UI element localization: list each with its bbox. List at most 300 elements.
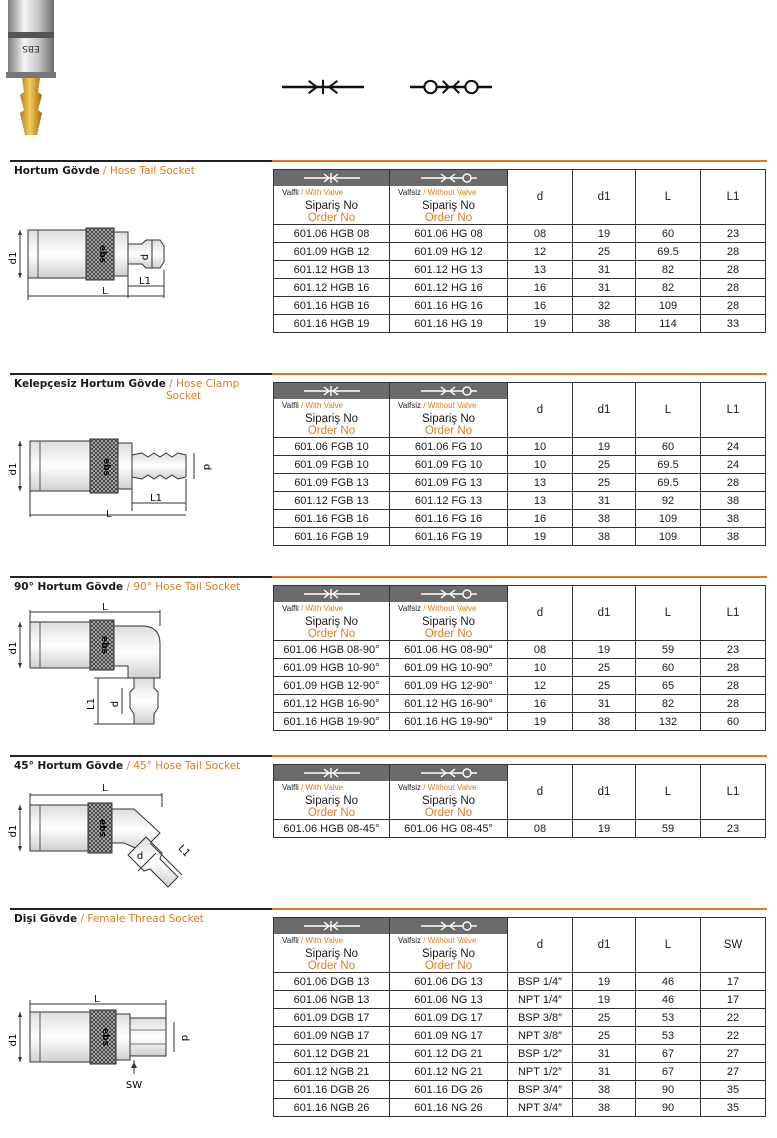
45-hose-tail-socket-drawing <box>10 783 210 895</box>
table-cell: 109 <box>636 528 701 546</box>
table-cell: 13 <box>508 492 573 510</box>
table-row <box>274 677 766 695</box>
table-cell: 17 <box>701 991 766 1009</box>
with-valve-header <box>274 918 390 973</box>
table-cell: 601.12 FG 13 <box>390 492 508 510</box>
table-cell: 601.09 FGB 13 <box>274 474 390 492</box>
table-cell: 31 <box>573 695 636 713</box>
table-cell: 82 <box>636 279 701 297</box>
table-cell: 114 <box>636 315 701 333</box>
column-header-l: L <box>636 918 701 973</box>
column-header-d: d <box>508 586 573 641</box>
table-row <box>274 315 766 333</box>
table-cell: 31 <box>573 1063 636 1081</box>
table-row <box>274 1027 766 1045</box>
order-no-label: Sipariş No Order No <box>421 200 476 224</box>
hose-tail-socket-drawing <box>10 210 210 300</box>
without-valve-icon <box>419 767 479 779</box>
without-valve-label: Valfsiz / Without Valve <box>398 936 477 945</box>
table-cell: 38 <box>573 713 636 731</box>
table-cell: 67 <box>636 1063 701 1081</box>
without-valve-symbol-bar <box>390 918 507 934</box>
table-cell: 22 <box>701 1009 766 1027</box>
table-cell: 28 <box>701 279 766 297</box>
table-header-row <box>274 170 766 225</box>
table-cell: 38 <box>701 510 766 528</box>
table-cell: 601.12 HGB 13 <box>274 261 390 279</box>
table-row <box>274 991 766 1009</box>
table-cell: 13 <box>508 474 573 492</box>
table-cell: 601.06 HG 08-90° <box>390 641 508 659</box>
column-header-l1: L1 <box>701 586 766 641</box>
table-cell: 16 <box>508 279 573 297</box>
svg-text:d1: d1 <box>8 462 19 476</box>
table-cell: 601.06 HG 08 <box>390 225 508 243</box>
spec-table <box>273 585 766 731</box>
table-cell: 601.06 HGB 08 <box>274 225 390 243</box>
table-cell: 28 <box>701 695 766 713</box>
table-cell: 601.16 HG 16 <box>390 297 508 315</box>
table-cell: NPT 3/8″ <box>508 1027 573 1045</box>
table-cell: 601.12 DGB 21 <box>274 1045 390 1063</box>
order-no-label: Sipariş No Order No <box>304 616 359 640</box>
table-cell: 109 <box>636 297 701 315</box>
90-hose-tail-socket-drawing <box>10 600 180 742</box>
table-cell: 601.09 HGB 10-90° <box>274 659 390 677</box>
table-cell: 19 <box>508 713 573 731</box>
section-female-thread-socket <box>10 908 767 1134</box>
spec-table <box>273 917 766 1117</box>
svg-text:ebs: ebs <box>97 819 107 837</box>
order-no-label: Sipariş No Order No <box>304 948 359 972</box>
table-cell: 109 <box>636 510 701 528</box>
table-row <box>274 528 766 546</box>
table-cell: 19 <box>573 991 636 1009</box>
table-cell: 601.06 NGB 13 <box>274 991 390 1009</box>
table-cell: 24 <box>701 456 766 474</box>
table-cell: 25 <box>573 243 636 261</box>
table-row <box>274 225 766 243</box>
table-cell: 19 <box>573 225 636 243</box>
table-cell: 601.09 FGB 10 <box>274 456 390 474</box>
table-cell: 25 <box>573 1027 636 1045</box>
table-row <box>274 243 766 261</box>
svg-text:ebs: ebs <box>99 636 109 654</box>
table-cell: 69.5 <box>636 243 701 261</box>
table-cell: 28 <box>701 297 766 315</box>
column-header-d: d <box>508 170 573 225</box>
table-cell: 601.09 NGB 17 <box>274 1027 390 1045</box>
table-cell: 31 <box>573 279 636 297</box>
table-cell: 601.16 NG 26 <box>390 1099 508 1117</box>
table-cell: 10 <box>508 456 573 474</box>
without-valve-header <box>390 170 508 225</box>
column-header-d1: d1 <box>573 918 636 973</box>
section-hose-clamp-socket <box>10 373 767 563</box>
table-cell: 46 <box>636 973 701 991</box>
svg-text:d: d <box>140 253 151 261</box>
with-valve-label: Valfli / With Valve <box>282 783 344 792</box>
without-valve-label: Valfsiz / Without Valve <box>398 401 477 410</box>
column-header-d: d <box>508 918 573 973</box>
without-valve-header <box>390 765 508 820</box>
table-cell: 25 <box>573 659 636 677</box>
table-cell: 601.16 HG 19-90° <box>390 713 508 731</box>
without-valve-header <box>390 586 508 641</box>
table-cell: 601.09 FG 13 <box>390 474 508 492</box>
table-cell: 60 <box>636 659 701 677</box>
without-valve-label: Valfsiz / Without Valve <box>398 188 477 197</box>
hose-clamp-socket-drawing <box>10 427 220 519</box>
table-cell: 31 <box>573 1045 636 1063</box>
table-cell: 601.09 HG 12-90° <box>390 677 508 695</box>
with-valve-header <box>274 765 390 820</box>
table-cell: 601.12 HG 16-90° <box>390 695 508 713</box>
with-valve-icon <box>302 588 362 600</box>
column-header-l1: L1 <box>701 765 766 820</box>
table-cell: 69.5 <box>636 474 701 492</box>
column-header-l: L <box>636 170 701 225</box>
table-cell: 601.06 FG 10 <box>390 438 508 456</box>
with-valve-icon <box>302 172 362 184</box>
table-cell: 601.16 HGB 16 <box>274 297 390 315</box>
svg-text:d1: d1 <box>8 251 19 265</box>
table-cell: 601.16 FGB 16 <box>274 510 390 528</box>
svg-text:L1: L1 <box>150 493 162 504</box>
table-cell: 601.09 DG 17 <box>390 1009 508 1027</box>
table-cell: 33 <box>701 315 766 333</box>
table-cell: 69.5 <box>636 456 701 474</box>
table-cell: 38 <box>573 1081 636 1099</box>
order-no-label: Sipariş No Order No <box>304 795 359 819</box>
table-cell: BSP 1/4″ <box>508 973 573 991</box>
table-cell: 601.09 HGB 12 <box>274 243 390 261</box>
table-cell: 28 <box>701 261 766 279</box>
column-header-l: L <box>636 383 701 438</box>
order-no-label: Sipariş No Order No <box>421 616 476 640</box>
column-header-sw: SW <box>701 918 766 973</box>
without-valve-symbol-bar <box>390 586 507 602</box>
table-cell: 601.12 DG 21 <box>390 1045 508 1063</box>
without-valve-symbol-bar <box>390 383 507 399</box>
table-cell: 53 <box>636 1009 701 1027</box>
table-cell: 28 <box>701 474 766 492</box>
without-valve-label: Valfsiz / Without Valve <box>398 604 477 613</box>
table-cell: 90 <box>636 1099 701 1117</box>
spec-table <box>273 169 766 333</box>
table-cell: 601.12 HGB 16 <box>274 279 390 297</box>
svg-text:d1: d1 <box>8 824 19 838</box>
table-cell: 10 <box>508 659 573 677</box>
table-cell: 601.16 DG 26 <box>390 1081 508 1099</box>
table-row <box>274 1045 766 1063</box>
table-cell: 16 <box>508 297 573 315</box>
column-header-d1: d1 <box>573 383 636 438</box>
table-cell: 35 <box>701 1099 766 1117</box>
table-cell: 60 <box>701 713 766 731</box>
product-photo <box>2 0 62 140</box>
table-cell: 08 <box>508 641 573 659</box>
with-valve-symbol-bar <box>274 918 389 934</box>
table-cell: NPT 3/4″ <box>508 1099 573 1117</box>
table-cell: 28 <box>701 677 766 695</box>
without-valve-icon <box>419 588 479 600</box>
section-hose-tail-socket <box>10 160 767 350</box>
table-cell: 19 <box>573 973 636 991</box>
table-cell: 32 <box>573 297 636 315</box>
table-cell: 59 <box>636 820 701 838</box>
table-cell: 601.16 HG 19 <box>390 315 508 333</box>
with-valve-symbol-bar <box>274 170 389 186</box>
svg-text:d: d <box>136 851 144 862</box>
table-cell: 35 <box>701 1081 766 1099</box>
table-row <box>274 973 766 991</box>
table-cell: 601.09 HG 12 <box>390 243 508 261</box>
column-header-d1: d1 <box>573 765 636 820</box>
table-cell: 601.09 NG 17 <box>390 1027 508 1045</box>
with-valve-label: Valfli / With Valve <box>282 188 344 197</box>
table-cell: 601.09 FG 10 <box>390 456 508 474</box>
table-cell: 601.12 NGB 21 <box>274 1063 390 1081</box>
table-cell: BSP 3/4″ <box>508 1081 573 1099</box>
table-cell: 38 <box>701 492 766 510</box>
table-cell: 38 <box>573 510 636 528</box>
table-cell: 19 <box>508 315 573 333</box>
table-cell: 12 <box>508 243 573 261</box>
section-title: Dişi Gövde / Female Thread Socket <box>14 913 204 925</box>
svg-text:ebs: ebs <box>100 1028 110 1046</box>
spec-table <box>273 382 766 546</box>
table-cell: 19 <box>508 528 573 546</box>
column-header-l1: L1 <box>701 383 766 438</box>
section-45-hose-tail-socket <box>10 755 767 895</box>
with-valve-symbol-bar <box>274 383 389 399</box>
table-row <box>274 492 766 510</box>
with-valve-label: Valfli / With Valve <box>282 604 344 613</box>
order-no-label: Sipariş No Order No <box>304 413 359 437</box>
table-cell: 08 <box>508 225 573 243</box>
table-cell: 601.16 FGB 19 <box>274 528 390 546</box>
column-header-d1: d1 <box>573 586 636 641</box>
table-cell: 601.06 NG 13 <box>390 991 508 1009</box>
table-cell: BSP 1/2″ <box>508 1045 573 1063</box>
table-cell: 25 <box>573 456 636 474</box>
order-no-label: Sipariş No Order No <box>421 795 476 819</box>
table-cell: 601.16 DGB 26 <box>274 1081 390 1099</box>
table-cell: 601.12 HG 16 <box>390 279 508 297</box>
with-valve-label: Valfli / With Valve <box>282 401 344 410</box>
svg-text:d: d <box>201 463 212 471</box>
table-row <box>274 456 766 474</box>
table-cell: NPT 1/2″ <box>508 1063 573 1081</box>
with-valve-symbol-bar <box>274 586 389 602</box>
without-valve-symbol-icon <box>410 76 492 98</box>
table-cell: 60 <box>636 225 701 243</box>
table-cell: 10 <box>508 438 573 456</box>
table-cell: 28 <box>701 659 766 677</box>
table-row <box>274 695 766 713</box>
with-valve-icon <box>302 920 362 932</box>
table-cell: 601.06 HGB 08-90° <box>274 641 390 659</box>
table-cell: 31 <box>573 492 636 510</box>
table-cell: 08 <box>508 820 573 838</box>
order-no-label: Sipariş No Order No <box>421 413 476 437</box>
table-cell: 23 <box>701 225 766 243</box>
table-header-row <box>274 765 766 820</box>
order-no-label: Sipariş No Order No <box>304 200 359 224</box>
with-valve-label: Valfli / With Valve <box>282 936 344 945</box>
table-header-row <box>274 586 766 641</box>
table-row <box>274 1099 766 1117</box>
table-cell: 601.12 FGB 13 <box>274 492 390 510</box>
table-row <box>274 659 766 677</box>
table-cell: 601.12 HGB 16-90° <box>274 695 390 713</box>
dim-L-label: L <box>102 602 108 613</box>
svg-text:L1: L1 <box>175 843 192 860</box>
table-header-row <box>274 383 766 438</box>
spec-table <box>273 764 766 838</box>
section-title: 45° Hortum Gövde / 45° Hose Tail Socket <box>14 760 241 772</box>
table-cell: 601.09 DGB 17 <box>274 1009 390 1027</box>
dim-L-label: L <box>106 509 112 520</box>
with-valve-header <box>274 383 390 438</box>
svg-text:SW: SW <box>125 1080 143 1091</box>
table-cell: 27 <box>701 1045 766 1063</box>
table-cell: 601.06 DGB 13 <box>274 973 390 991</box>
without-valve-header <box>390 383 508 438</box>
table-cell: 23 <box>701 820 766 838</box>
svg-text:d: d <box>110 700 121 708</box>
table-row <box>274 297 766 315</box>
column-header-d: d <box>508 765 573 820</box>
table-cell: 59 <box>636 641 701 659</box>
table-row <box>274 279 766 297</box>
table-cell: 46 <box>636 991 701 1009</box>
dim-L-label: L <box>94 994 100 1005</box>
with-valve-icon <box>302 767 362 779</box>
table-cell: 601.09 HG 10-90° <box>390 659 508 677</box>
table-cell: 25 <box>573 677 636 695</box>
svg-text:L1: L1 <box>139 276 151 287</box>
table-cell: 31 <box>573 261 636 279</box>
without-valve-label: Valfsiz / Without Valve <box>398 783 477 792</box>
table-cell: 601.06 HG 08-45° <box>390 820 508 838</box>
with-valve-symbol-icon <box>282 76 364 98</box>
without-valve-header <box>390 918 508 973</box>
table-cell: 601.16 HGB 19-90° <box>274 713 390 731</box>
svg-text:d1: d1 <box>8 641 19 655</box>
column-header-l: L <box>636 586 701 641</box>
table-cell: NPT 1/4″ <box>508 991 573 1009</box>
without-valve-symbol-bar <box>390 170 507 186</box>
without-valve-icon <box>419 385 479 397</box>
with-valve-symbol-bar <box>274 765 389 781</box>
table-cell: 601.12 NG 21 <box>390 1063 508 1081</box>
with-valve-header <box>274 170 390 225</box>
without-valve-symbol-bar <box>390 765 507 781</box>
table-cell: 92 <box>636 492 701 510</box>
column-header-l: L <box>636 765 701 820</box>
photo-label: EBS <box>22 43 40 53</box>
table-cell: 65 <box>636 677 701 695</box>
table-cell: 601.06 FGB 10 <box>274 438 390 456</box>
table-cell: BSP 3/8″ <box>508 1009 573 1027</box>
table-header-row <box>274 918 766 973</box>
dim-L-label: L <box>102 286 108 297</box>
table-cell: 67 <box>636 1045 701 1063</box>
svg-text:ebs: ebs <box>97 245 107 263</box>
table-row <box>274 261 766 279</box>
table-cell: 38 <box>573 528 636 546</box>
table-cell: 27 <box>701 1063 766 1081</box>
table-cell: 24 <box>701 438 766 456</box>
table-row <box>274 1063 766 1081</box>
table-cell: 16 <box>508 510 573 528</box>
table-cell: 25 <box>573 474 636 492</box>
table-cell: 13 <box>508 261 573 279</box>
table-cell: 82 <box>636 695 701 713</box>
table-cell: 38 <box>573 1099 636 1117</box>
table-cell: 601.06 DG 13 <box>390 973 508 991</box>
without-valve-icon <box>419 920 479 932</box>
table-cell: 601.09 HGB 12-90° <box>274 677 390 695</box>
table-cell: 17 <box>701 973 766 991</box>
table-row <box>274 510 766 528</box>
table-cell: 12 <box>508 677 573 695</box>
svg-text:ebs: ebs <box>101 458 111 476</box>
dim-L-label: L <box>102 783 108 794</box>
table-cell: 38 <box>701 528 766 546</box>
table-cell: 38 <box>573 315 636 333</box>
table-cell: 132 <box>636 713 701 731</box>
table-cell: 82 <box>636 261 701 279</box>
column-header-l1: L1 <box>701 170 766 225</box>
table-row <box>274 1009 766 1027</box>
table-row <box>274 820 766 838</box>
table-row <box>274 713 766 731</box>
table-cell: 19 <box>573 641 636 659</box>
table-cell: 601.06 HGB 08-45° <box>274 820 390 838</box>
section-title: Hortum Gövde / Hose Tail Socket <box>14 165 195 177</box>
table-cell: 19 <box>573 820 636 838</box>
table-cell: 19 <box>573 438 636 456</box>
table-row <box>274 438 766 456</box>
with-valve-header <box>274 586 390 641</box>
table-cell: 601.16 HGB 19 <box>274 315 390 333</box>
table-cell: 23 <box>701 641 766 659</box>
table-cell: 53 <box>636 1027 701 1045</box>
column-header-d1: d1 <box>573 170 636 225</box>
with-valve-icon <box>302 385 362 397</box>
table-cell: 601.16 FG 19 <box>390 528 508 546</box>
table-row <box>274 641 766 659</box>
table-cell: 28 <box>701 243 766 261</box>
table-cell: 60 <box>636 438 701 456</box>
table-cell: 22 <box>701 1027 766 1045</box>
section-title: Kelepçesiz Hortum Gövde / Hose Clamp Socket <box>14 378 240 402</box>
table-row <box>274 1081 766 1099</box>
section-90-hose-tail-socket <box>10 576 767 746</box>
table-row <box>274 474 766 492</box>
table-cell: 90 <box>636 1081 701 1099</box>
svg-text:d: d <box>179 1034 190 1042</box>
svg-text:d1: d1 <box>8 1033 19 1047</box>
table-cell: 25 <box>573 1009 636 1027</box>
table-cell: 601.16 FG 16 <box>390 510 508 528</box>
order-no-label: Sipariş No Order No <box>421 948 476 972</box>
svg-text:L1: L1 <box>86 698 97 710</box>
without-valve-icon <box>419 172 479 184</box>
